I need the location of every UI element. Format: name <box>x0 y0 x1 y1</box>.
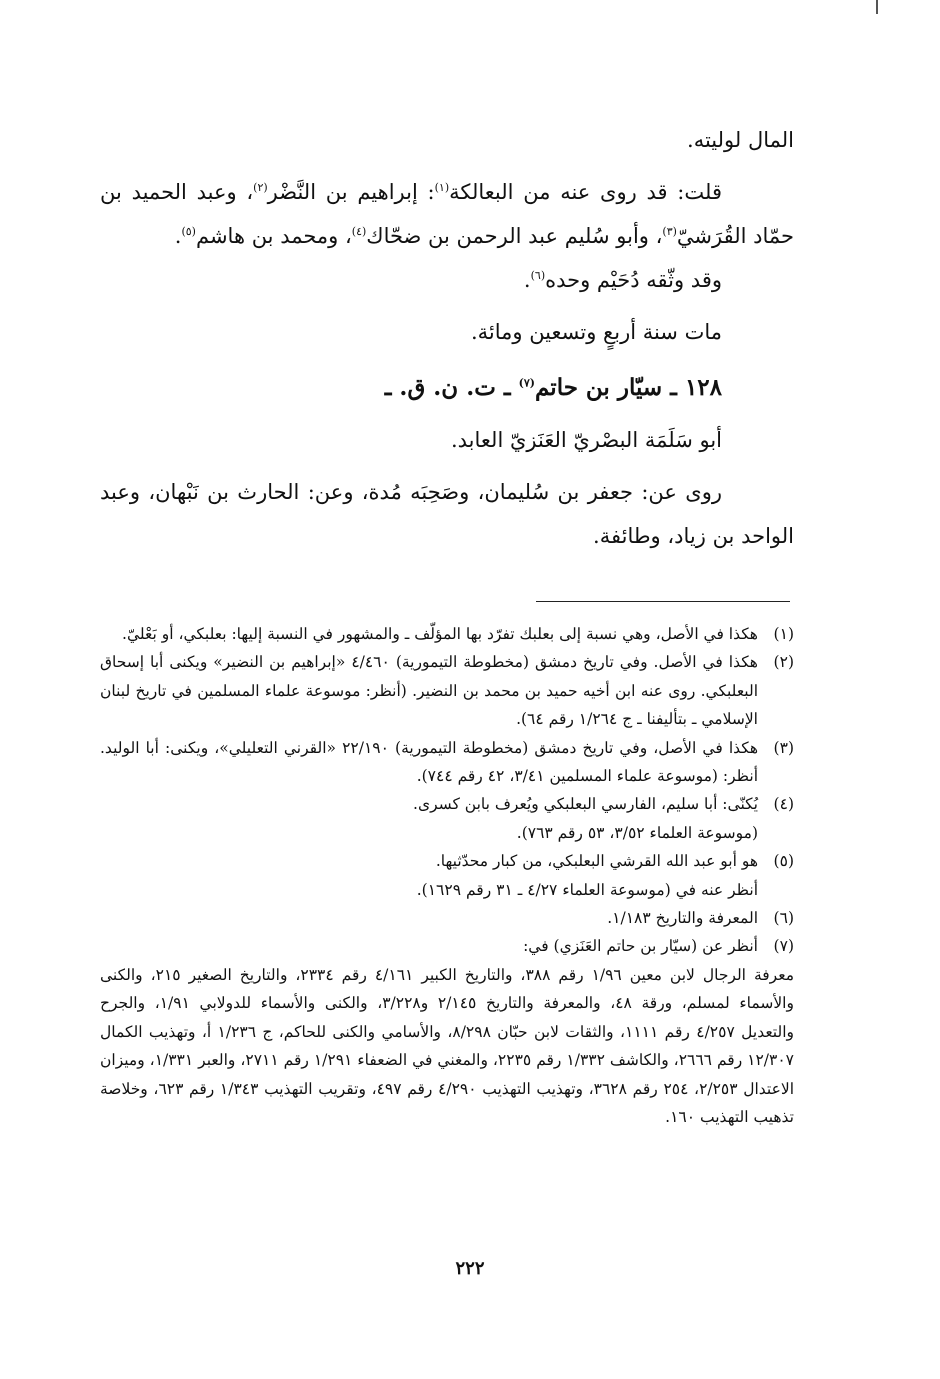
footnote-ref[interactable]: (٧) <box>518 376 535 390</box>
footnote-number: (٦) <box>773 909 794 928</box>
footnote-number: (٤) <box>773 795 794 814</box>
footnote-source: (موسوعة العلماء ٣/٥٢، ٥٣ رقم ٧٦٣). <box>516 823 758 842</box>
footnote-number: (٥) <box>773 852 794 871</box>
paragraph-narrated-from: روى عن: جعفر بن سُليمان، وصَحِبَه مُدة، وعن: الحارث بن نَبْهان، وعبد الواحد بن زياد، وطائفة. <box>100 480 794 548</box>
footnote-text: المعرفة والتاريخ ١/١٨٣. <box>607 909 758 928</box>
footnote-text: هو أبو عبد الله القرشي البعلبكي، من كبار محدّثيها. <box>435 852 758 871</box>
footnote-text: هكذا في الأصل، وفي تاريخ دمشق (مخطوطة التيمورية) ٢٢/١٩٠ «القرني التعليلي»، ويكنى: أبا الوليد. أنظر: (موسوعة علماء المسلمين ٣/٤١، ٤٢ رقم ٧٤٤). <box>100 738 758 786</box>
footnote-ref[interactable]: (٢) <box>253 181 268 194</box>
footnote <box>100 790 794 847</box>
footnote <box>100 904 794 932</box>
footnote-ref[interactable]: (١) <box>434 181 450 194</box>
footnote-number: (١) <box>773 625 794 643</box>
footnote-text: يُكنّى: أبا سليم، الفارسي البعلبكي ويُعرف بابن كسرى. <box>413 795 758 814</box>
footnote-sources-list: معرفة الرجال لابن معين ١/٩٦ رقم ٣٨٨، والتاريخ الكبير ٤/١٦١ رقم ٢٣٣٤، والتاريخ الصغير ٢١٥، والكنى والأسماء لمسلم، ورقة ٤٨، والمعرفة والتاريخ ٢/١٤٥ و٣/٢٢٨، والكنى والأسماء للدولابي ١/٩١، والجرح والتعديل ٤/٢٥٧ رقم ١١١١، والثقات لابن حبّان ٨/٢٩٨، والأسامي والكنى للحاكم، ج ١/٢٣٦ أ، وتهذيب الكمال ١٢/٣٠٧ رقم ٢٦٦٦، والكاشف ١/٣٣٢ رقم ٢٢٣٥، والمغني في الضعفاء ١/٢٩١ رقم ٢٧١١، والعبر ١/٣٣١، وميزان الاعتدال ٢/٢٥٣، ٢٥٤ رقم ٣٦٢٨، وتهذيب التهذيب ٤/٢٩٠ رقم ٤٩٧، وتقريب التهذيب ١/٣٤٣ رقم ٦٢٣، وخلاصة تذهيب التهذيب ١٦٠. <box>100 965 795 1126</box>
footnote-source: أنظر عنه في (موسوعة العلماء ٤/٢٧ ـ ٣١ رقم ١٦٢٩). <box>416 880 758 899</box>
footnote <box>100 620 794 648</box>
footnote <box>100 648 794 733</box>
footnote <box>100 734 794 791</box>
footnote-text: أنظر عن (سيّار بن حاتم العَنَزي) في: <box>523 937 758 956</box>
footnote-separator <box>536 601 790 602</box>
footnotes <box>100 620 794 1131</box>
paragraph-trust: وقد وثّقه دُحَيْم وحده$^{(٦)}$. <box>523 268 722 292</box>
footnote-text: هكذا في الأصل، وهي نسبة إلى بعلبك تفرّد بها المؤلّف ـ والمشهور في النسبة إليها: بعلبكي، أو بَعْليّ. <box>122 625 758 643</box>
footnote-ref[interactable]: (٦) <box>530 269 546 282</box>
main-text <box>100 118 794 558</box>
footnote <box>100 847 794 904</box>
paragraph-death: مات سنة أربعٍ وتسعين ومائة. <box>470 320 722 344</box>
footnote-number: (٢) <box>773 653 794 672</box>
footnote-ref[interactable]: (٥) <box>181 225 196 238</box>
footnote-text: هكذا في الأصل. وفي تاريخ دمشق (مخطوطة التيمورية) ٤/٤٦٠ «إبراهيم بن النضير» ويكنى أبا إسحاق البعلبكي. روى عنه ابن أخيه حميد بن محمد بن النضير. (أنظر: موسوعة علماء المسلمين في تاريخ لبنان الإسلامي ـ بتأليفنا ـ ج ١/٢٦٤ رقم ٦٤). <box>100 653 758 729</box>
footnote <box>100 932 794 960</box>
footnote-number: (٣) <box>773 738 794 757</box>
page-edge-mark <box>876 0 878 14</box>
footnote-ref[interactable]: (٣) <box>662 225 677 238</box>
paragraph-kunya: أبو سَلَمَة البصْريّ العَنَزيّ العابد. <box>450 428 722 452</box>
entry-heading: ١٢٨ ـ سيّار بن حاتم$^{(٧)}$ ـ ت. ن. ق. ـ <box>384 374 722 401</box>
footnote-number: (٧) <box>773 937 794 956</box>
page-number: ٢٢٢ <box>455 1258 485 1279</box>
line-estate: المال لوليته. <box>687 128 794 152</box>
footnote-ref[interactable]: (٤) <box>351 225 367 238</box>
paragraph-narrators: قلت: قد روى عنه من البعالكة$^{(١)}$: إبراهيم بن النَّضْر$^{(٢)}$، وعبد الحميد بن حمّاد القُرَشيّ$^{(٣)}$، وأبو سُليم عبد الرحمن بن ضحّاك$^{(٤)}$، ومحمد بن هاشم$^{(٥)}$. <box>100 180 794 248</box>
